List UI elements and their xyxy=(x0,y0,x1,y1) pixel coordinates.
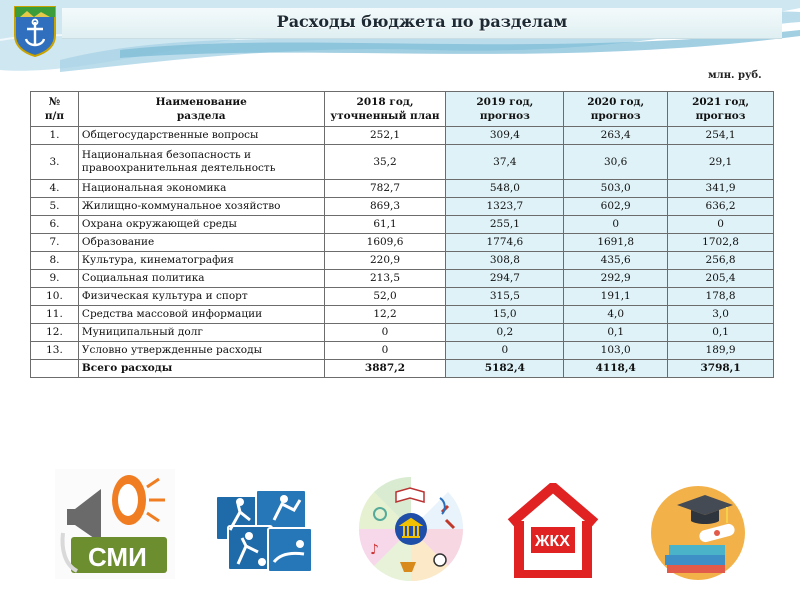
row-2021-cell: 636,2 xyxy=(668,198,774,216)
column-header-2019-text: 2019 год, прогноз xyxy=(476,96,534,122)
row-2021-cell: 256,8 xyxy=(668,252,774,270)
row-2020-cell: 1691,8 xyxy=(564,234,668,252)
row-2020-cell: 4,0 xyxy=(564,306,668,324)
row-2021-cell: 205,4 xyxy=(668,270,774,288)
row-2019-cell: 308,8 xyxy=(446,252,564,270)
total-row xyxy=(31,360,774,378)
row-name-cell: Общегосударственные вопросы xyxy=(78,127,324,145)
table-row xyxy=(31,324,774,342)
table-row xyxy=(31,342,774,360)
row-number-cell: 12. xyxy=(31,324,79,342)
total-name-cell: Всего расходы xyxy=(78,360,324,378)
table-body xyxy=(31,127,774,360)
column-header-number-text: № п/п xyxy=(44,96,65,122)
table-row xyxy=(31,145,774,180)
row-number-cell: 6. xyxy=(31,216,79,234)
row-2019-cell: 548,0 xyxy=(446,180,564,198)
row-2018-cell: 213,5 xyxy=(324,270,446,288)
row-name-cell: Социальная политика xyxy=(78,270,324,288)
row-name-cell: Национальная экономика xyxy=(78,180,324,198)
total-2019-cell: 5182,4 xyxy=(446,360,564,378)
row-2019-cell: 1774,6 xyxy=(446,234,564,252)
row-number-cell: 1. xyxy=(31,127,79,145)
total-2021-cell: 3798,1 xyxy=(668,360,774,378)
column-header-2020-text: 2020 год, прогноз xyxy=(587,96,645,122)
row-2019-cell: 309,4 xyxy=(446,127,564,145)
row-2018-cell: 782,7 xyxy=(324,180,446,198)
row-2020-cell: 263,4 xyxy=(564,127,668,145)
social-wheel-icon xyxy=(358,476,464,582)
row-2019-cell: 37,4 xyxy=(446,145,564,180)
row-2018-cell: 220,9 xyxy=(324,252,446,270)
row-2018-cell: 869,3 xyxy=(324,198,446,216)
row-number-cell: 10. xyxy=(31,288,79,306)
row-2021-cell: 189,9 xyxy=(668,342,774,360)
column-header-name xyxy=(78,92,324,127)
page-title: Расходы бюджета по разделам xyxy=(276,12,568,31)
row-2019-cell: 255,1 xyxy=(446,216,564,234)
column-header-2020 xyxy=(564,92,668,127)
row-2020-cell: 30,6 xyxy=(564,145,668,180)
column-header-2018-text: 2018 год, уточненный план xyxy=(330,96,440,122)
table-row xyxy=(31,198,774,216)
row-2019-cell: 0,2 xyxy=(446,324,564,342)
table-header-row xyxy=(31,92,774,127)
unit-label: млн. руб. xyxy=(708,70,762,81)
row-2021-cell: 0,1 xyxy=(668,324,774,342)
row-2019-cell: 294,7 xyxy=(446,270,564,288)
row-name-cell: Муниципальный долг xyxy=(78,324,324,342)
row-2018-cell: 52,0 xyxy=(324,288,446,306)
column-header-2021 xyxy=(668,92,774,127)
table-row xyxy=(31,252,774,270)
row-number-cell: 13. xyxy=(31,342,79,360)
row-name-cell: Национальная безопасность и правоохранительная деятельность xyxy=(78,145,324,180)
column-header-2018 xyxy=(324,92,446,127)
row-name-cell: Средства массовой информации xyxy=(78,306,324,324)
row-2019-cell: 15,0 xyxy=(446,306,564,324)
smi-label: СМИ xyxy=(88,542,147,572)
row-2019-cell: 0 xyxy=(446,342,564,360)
row-name-cell: Жилищно-коммунальное хозяйство xyxy=(78,198,324,216)
row-name-cell: Условно утвержденные расходы xyxy=(78,342,324,360)
row-2018-cell: 252,1 xyxy=(324,127,446,145)
row-number-cell: 4. xyxy=(31,180,79,198)
svg-text:♪: ♪ xyxy=(370,542,379,558)
column-header-number xyxy=(31,92,79,127)
row-number-cell: 9. xyxy=(31,270,79,288)
row-name-cell: Физическая культура и спорт xyxy=(78,288,324,306)
table-row xyxy=(31,216,774,234)
row-2020-cell: 602,9 xyxy=(564,198,668,216)
row-number-cell: 7. xyxy=(31,234,79,252)
row-2020-cell: 435,6 xyxy=(564,252,668,270)
table-row xyxy=(31,127,774,145)
row-2021-cell: 3,0 xyxy=(668,306,774,324)
gkh-label: ЖКХ xyxy=(535,533,570,550)
row-number-cell: 11. xyxy=(31,306,79,324)
table-row xyxy=(31,306,774,324)
row-2021-cell: 0 xyxy=(668,216,774,234)
table-row xyxy=(31,270,774,288)
row-2018-cell: 12,2 xyxy=(324,306,446,324)
row-2019-cell: 1323,7 xyxy=(446,198,564,216)
coat-of-arms-icon xyxy=(12,5,58,57)
row-2018-cell: 1609,6 xyxy=(324,234,446,252)
row-2018-cell: 61,1 xyxy=(324,216,446,234)
column-header-2019 xyxy=(446,92,564,127)
row-2018-cell: 0 xyxy=(324,324,446,342)
row-2021-cell: 341,9 xyxy=(668,180,774,198)
sport-icon xyxy=(216,490,312,575)
row-2020-cell: 191,1 xyxy=(564,288,668,306)
column-header-name-text: Наименование раздела xyxy=(155,96,247,122)
row-2018-cell: 0 xyxy=(324,342,446,360)
column-header-2021-text: 2021 год, прогноз xyxy=(692,96,750,122)
row-2020-cell: 0 xyxy=(564,216,668,234)
row-2021-cell: 29,1 xyxy=(668,145,774,180)
total-2020-cell: 4118,4 xyxy=(564,360,668,378)
row-2020-cell: 103,0 xyxy=(564,342,668,360)
row-2021-cell: 1702,8 xyxy=(668,234,774,252)
row-name-cell: Образование xyxy=(78,234,324,252)
row-2021-cell: 178,8 xyxy=(668,288,774,306)
row-number-cell: 5. xyxy=(31,198,79,216)
total-2018-cell: 3887,2 xyxy=(324,360,446,378)
row-number-cell: 8. xyxy=(31,252,79,270)
row-number-cell: 3. xyxy=(31,145,79,180)
budget-table xyxy=(30,91,774,378)
row-2021-cell: 254,1 xyxy=(668,127,774,145)
row-name-cell: Охрана окружающей среды xyxy=(78,216,324,234)
total-number-cell xyxy=(31,360,79,378)
row-2018-cell: 35,2 xyxy=(324,145,446,180)
row-2020-cell: 292,9 xyxy=(564,270,668,288)
gkh-icon xyxy=(505,483,601,578)
education-icon xyxy=(647,483,749,583)
table-row xyxy=(31,234,774,252)
row-2020-cell: 503,0 xyxy=(564,180,668,198)
row-2020-cell: 0,1 xyxy=(564,324,668,342)
row-name-cell: Культура, кинематография xyxy=(78,252,324,270)
row-2019-cell: 315,5 xyxy=(446,288,564,306)
table-row xyxy=(31,288,774,306)
table-row xyxy=(31,180,774,198)
smi-icon xyxy=(55,469,175,579)
